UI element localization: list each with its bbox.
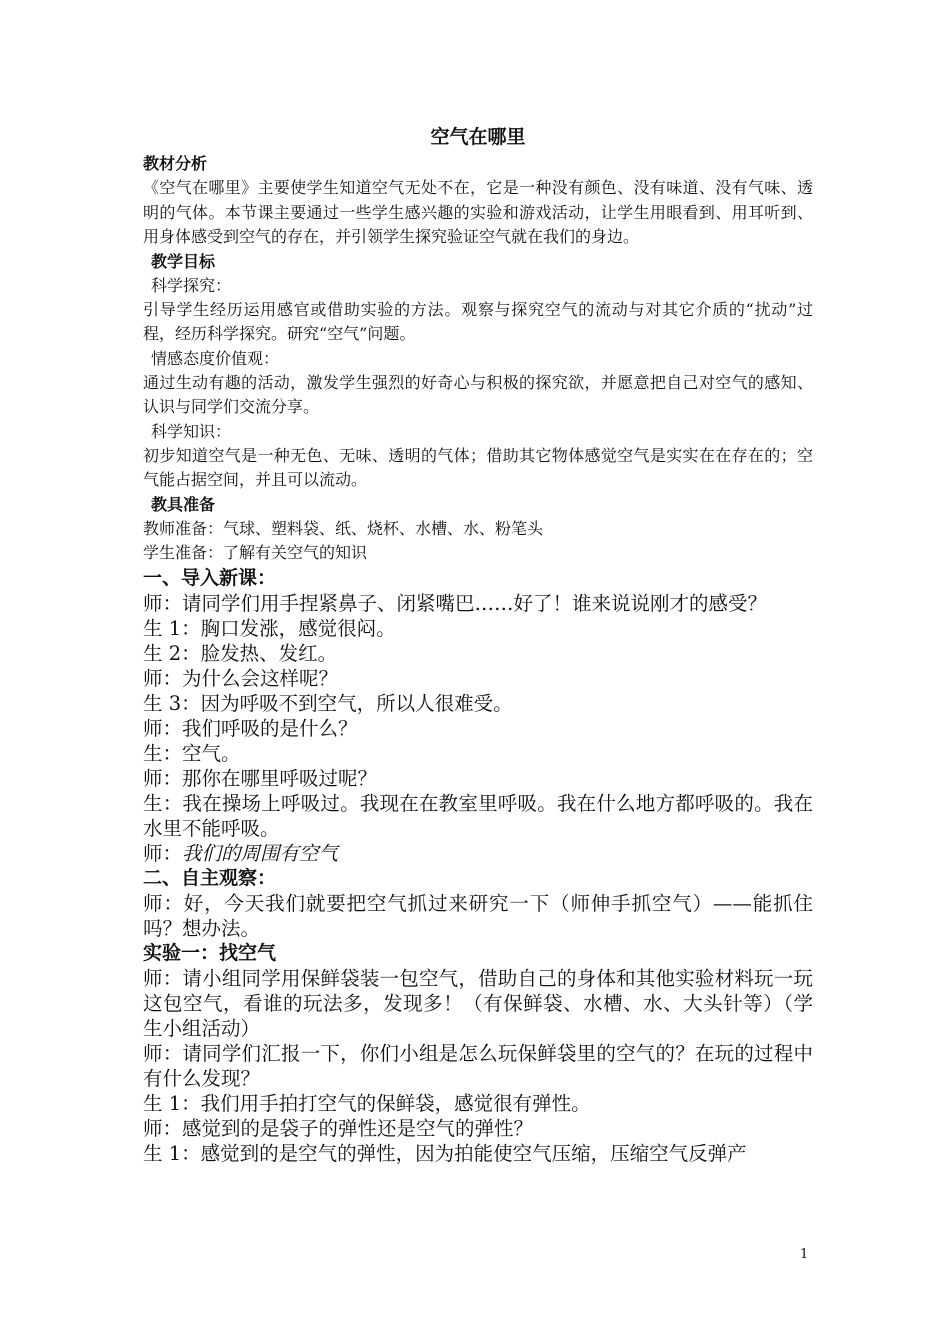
section-heading-analysis: 教材分析: [143, 154, 208, 173]
dialogue-line: 生：我在操场上呼吸过。我现在在教室里呼吸。我在什么地方都呼吸的。我在水里不能呼吸。: [143, 791, 813, 840]
dialogue-line: 生 2：脸发热、发红。: [143, 641, 338, 665]
dialogue-line: 师：为什么会这样呢？: [143, 666, 339, 690]
materials-student: 学生准备：了解有关空气的知识: [143, 543, 368, 562]
section-heading-goals: 教学目标: [151, 251, 216, 271]
dialogue-line-italic: [143, 841, 813, 866]
goal-subheading-knowledge: 科学知识：: [151, 421, 232, 441]
document-title: 空气在哪里: [430, 126, 526, 148]
materials-teacher: 教师准备：气球、塑料袋、纸、烧杯、水槽、水、粉笔头: [143, 518, 544, 538]
dialogue-line: 师：我们呼吸的是什么？: [143, 716, 358, 740]
part-heading-intro: 一、导入新课：: [143, 566, 277, 589]
document-page: [143, 122, 813, 1166]
experiment-heading: 实验一：找空气: [143, 941, 277, 964]
page-number: 1: [800, 1247, 809, 1262]
part-heading-observation: 二、自主观察：: [143, 866, 277, 889]
dialogue-line: 生 1：感觉到的是空气的弹性，因为拍能使空气压缩，压缩空气反弹产: [143, 1141, 747, 1165]
dialogue-line: 生：空气。: [143, 741, 241, 765]
goal-subheading-attitude: 情感态度价值观：: [151, 348, 280, 368]
goal-subheading-inquiry: 科学探究：: [151, 275, 232, 295]
dialogue-line: 师：请同学们用手捏紧鼻子、闭紧嘴巴……好了！谁来说说刚才的感受？: [143, 591, 768, 615]
dialogue-line: 师：感觉到的是袋子的弹性还是空气的弹性？: [143, 1116, 534, 1140]
speaker-prefix: 师：: [143, 841, 183, 865]
dialogue-line: 生 3：因为呼吸不到空气，所以人很难受。: [143, 691, 513, 715]
italic-statement: 我们的周围有空气: [182, 841, 339, 865]
analysis-paragraph: 《空气在哪里》主要使学生知道空气无处不在，它是一种没有颜色、没有味道、没有气味、透明的气体。本节课主要通过一些学生感兴趣的实验和游戏活动，让学生用眼看到、用耳听到、用身体感受到空气的存在，并引领学生探究验证空气就在我们的身边。: [143, 178, 813, 246]
dialogue-line: 师：请小组同学用保鲜袋装一包空气，借助自己的身体和其他实验材料玩一玩这包空气，看谁的玩法多，发现多！（有保鲜袋、水槽、水、大头针等）（学生小组活动）: [143, 966, 813, 1040]
section-heading-materials: 教具准备: [151, 494, 216, 514]
dialogue-line: 师：那你在哪里呼吸过呢？: [143, 766, 378, 790]
dialogue-line: 生 1：我们用手拍打空气的保鲜袋，感觉很有弹性。: [143, 1091, 591, 1115]
goal-paragraph-inquiry: 引导学生经历运用感官或借助实验的方法。观察与探究空气的流动与对其它介质的“扰动”过程，经历科学探究。研究“空气”问题。: [143, 299, 813, 343]
dialogue-line: 生 1：胸口发涨，感觉很闷。: [143, 616, 396, 640]
goal-paragraph-attitude: 通过生动有趣的活动，激发学生强烈的好奇心与积极的探究欲，并愿意把自己对空气的感知、认识与同学们交流分享。: [143, 372, 813, 416]
goal-paragraph-knowledge: 初步知道空气是一种无色、无味、透明的气体；借助其它物体感觉空气是实实在在存在的；空气能占据空间，并且可以流动。: [143, 445, 813, 489]
dialogue-line: 师：好，今天我们就要把空气抓过来研究一下（师伸手抓空气）——能抓住吗？想办法。: [143, 891, 813, 940]
dialogue-line: 师：请同学们汇报一下，你们小组是怎么玩保鲜袋里的空气的？在玩的过程中有什么发现？: [143, 1041, 813, 1090]
